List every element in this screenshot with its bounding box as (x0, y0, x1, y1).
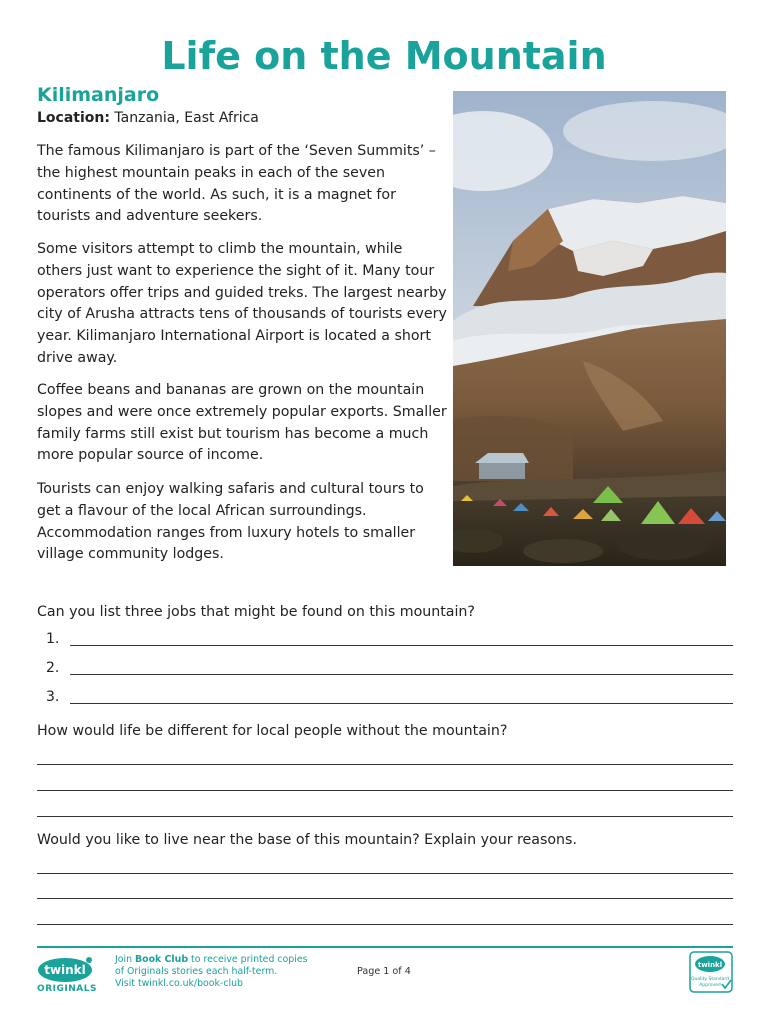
badge-line-2: Approved (699, 983, 721, 988)
question-2: How would life be different for local people without the mountain? (37, 723, 508, 739)
answer-line-q2-2[interactable] (37, 790, 733, 791)
answer-line-q3-2[interactable] (37, 898, 733, 899)
quality-standard-badge (689, 951, 733, 993)
answer-line-q3-3[interactable] (37, 924, 733, 925)
mountain-photo (453, 91, 726, 566)
section-subtitle: Kilimanjaro (37, 84, 160, 106)
answer-line-q2-1[interactable] (37, 764, 733, 765)
question-3: Would you like to live near the base of this mountain? Explain your reasons. (37, 832, 577, 848)
paragraph-4: Tourists can enjoy walking safaris and cultural tours to get a flavour of the local African surroundings. Accommodation ranges from luxury hotels to smaller village community lodges. (37, 481, 424, 563)
logo-subtext: ORIGINALS (37, 984, 97, 994)
answer-number-1: 1. (46, 631, 60, 647)
answer-number-3: 3. (46, 689, 60, 705)
paragraph-2: Some visitors attempt to climb the mountain, while others just want to experience the sight of it. Many tour operators offer trips and guided treks. The largest nearby city of Arusha attracts tens of thousands of tourists every year. Kilimanjaro International Airport is located a short drive away. (37, 241, 447, 366)
answer-line-2[interactable] (70, 674, 733, 675)
logo-text: twinkl (44, 963, 86, 977)
badge-line-1: Quality Standard (691, 977, 729, 982)
location-label: Location: (37, 110, 110, 126)
paragraph-3: Coffee beans and bananas are grown on the mountain slopes and were once extremely popular exports. Smaller family farms still exist but tourism has become a much more popular source of income. (37, 382, 447, 464)
location-line (37, 110, 259, 126)
page-title: Life on the Mountain (161, 34, 607, 78)
footer-divider (37, 946, 733, 948)
answer-line-3[interactable] (70, 703, 733, 704)
book-club-text: Join Book Club to receive printed copies of Originals stories each half-term. Visit twinkl.co.uk/book-club (115, 954, 308, 989)
answer-line-q2-3[interactable] (37, 816, 733, 817)
answer-line-1[interactable] (70, 645, 733, 646)
question-1: Can you list three jobs that might be found on this mountain? (37, 604, 475, 620)
answer-line-q3-1[interactable] (37, 873, 733, 874)
answer-number-2: 2. (46, 660, 60, 676)
twinkl-originals-logo (36, 954, 98, 994)
paragraph-1: The famous Kilimanjaro is part of the ‘Seven Summits’ – the highest mountain peaks in each of the seven continents of the world. As such, it is a magnet for tourists and adventure seekers. (37, 143, 436, 225)
page-number: Page 1 of 4 (357, 966, 411, 977)
location-value: Tanzania, East Africa (114, 110, 259, 126)
book-club-link[interactable]: Visit twinkl.co.uk/book-club (115, 978, 243, 989)
badge-logo-text: twinkl (697, 961, 723, 969)
